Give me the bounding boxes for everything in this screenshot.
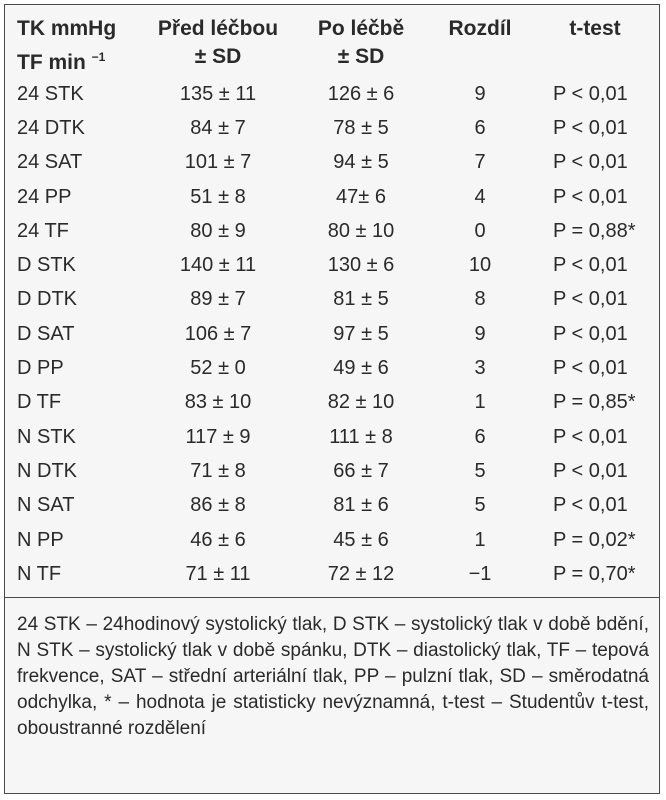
cell-difference: 6 [474,425,486,448]
table-row [5,454,661,488]
cell-ttest: P < 0,01 [553,322,628,345]
cell-after: 49 ± 6 [333,357,389,380]
cell-parameter: N TF [17,562,62,585]
cell-ttest: P < 0,01 [553,425,628,448]
cell-difference: 5 [474,494,486,517]
cell-after: 97 ± 5 [333,322,389,345]
cell-difference: 8 [474,288,486,311]
cell-before: 51 ± 8 [190,185,246,208]
cell-after: 72 ± 12 [327,562,395,585]
cell-parameter: D STK [17,254,76,277]
cell-before: 83 ± 10 [184,391,252,414]
cell-difference: 5 [474,459,486,482]
header-parameter [5,15,145,77]
cell-before: 84 ± 7 [190,116,246,139]
cell-ttest: P = 0,70* [553,562,636,585]
header-parameter-line2: TF min [17,51,86,74]
cell-parameter: 24 SAT [17,151,83,174]
table-row [5,317,661,351]
cell-difference: 10 [468,254,492,277]
cell-parameter: N SAT [17,494,75,517]
cell-difference: 9 [474,322,486,345]
cell-difference: 1 [474,391,486,414]
cell-difference: 3 [474,357,486,380]
cell-after: 81 ± 5 [333,288,389,311]
table-frame [4,4,660,794]
cell-parameter: N DTK [17,459,77,482]
cell-parameter: N STK [17,425,76,448]
header-row [5,15,661,77]
cell-parameter: D DTK [17,288,77,311]
cell-before: 80 ± 9 [190,219,246,242]
cell-difference: 9 [474,82,486,105]
cell-difference: 6 [474,116,486,139]
header-parameter-sup: −1 [91,50,106,64]
table-body [5,77,661,591]
header-parameter-line1: TK mmHg [17,17,117,40]
header-difference: Rozdíl [448,17,512,40]
cell-before: 89 ± 7 [190,288,246,311]
header-after-line2: ± SD [337,45,385,68]
cell-before: 140 ± 11 [179,254,257,277]
cell-parameter: 24 TF [17,219,69,242]
cell-before: 52 ± 0 [190,357,246,380]
cell-before: 71 ± 11 [185,562,251,585]
table-row [5,77,661,111]
cell-parameter: 24 STK [17,82,84,105]
cell-after: 80 ± 10 [327,219,395,242]
table-row [5,214,661,248]
cell-difference: 7 [474,151,486,174]
cell-ttest: P = 0,88* [553,219,636,242]
cell-before: 135 ± 11 [179,82,257,105]
cell-before: 117 ± 9 [185,425,251,448]
table-row [5,523,661,557]
cell-parameter: D SAT [17,322,75,345]
cell-after: 130 ± 6 [327,254,395,277]
table-row [5,283,661,317]
cell-after: 111 ± 8 [329,425,393,448]
results-table [5,15,661,591]
cell-difference: 1 [474,528,486,551]
cell-after: 47± 6 [336,185,386,208]
cell-ttest: P < 0,01 [553,357,628,380]
cell-after: 66 ± 7 [333,459,389,482]
cell-after: 78 ± 5 [333,116,389,139]
cell-ttest: P < 0,01 [553,185,628,208]
cell-before: 101 ± 7 [184,151,252,174]
table-row [5,386,661,420]
cell-before: 46 ± 6 [190,528,246,551]
cell-ttest: P < 0,01 [553,494,628,517]
cell-ttest: P < 0,01 [553,151,628,174]
cell-parameter: D PP [17,357,64,380]
table-row [5,146,661,180]
header-before-line2: ± SD [194,45,242,68]
table-row [5,248,661,282]
cell-ttest: P < 0,01 [553,116,628,139]
header-after-line1: Po léčbě [317,17,405,40]
cell-before: 106 ± 7 [184,322,252,345]
cell-after: 82 ± 10 [327,391,395,414]
cell-ttest: P < 0,01 [553,288,628,311]
table-row [5,420,661,454]
cell-after: 81 ± 6 [333,494,389,517]
cell-after: 45 ± 6 [333,528,389,551]
cell-parameter: 24 PP [17,185,72,208]
table-row [5,111,661,145]
footnote: 24 STK – 24hodinový systolický tlak, D STK – systolický tlak v době bdění, N STK – systolický tlak v době spánku, DTK – diastolický tlak, TF – tepová frekvence, SAT – střední arteriální tlak, PP – pulzní tlak, SD – směrodatná odchylka, * – hodnota je statisticky nevýznamná, t-test – Studentův t-test, oboustranné rozdělení [5,597,659,742]
cell-parameter: 24 DTK [17,116,85,139]
cell-parameter: N PP [17,528,64,551]
cell-difference: 0 [474,219,486,242]
cell-after: 126 ± 6 [327,82,395,105]
header-before [145,15,291,77]
cell-parameter: D TF [17,391,62,414]
table-row [5,557,661,591]
cell-ttest: P < 0,01 [553,82,628,105]
cell-ttest: P < 0,01 [553,254,628,277]
cell-ttest: P = 0,02* [553,528,636,551]
cell-before: 86 ± 8 [190,494,246,517]
header-ttest: t-test [569,17,621,40]
cell-after: 94 ± 5 [333,151,389,174]
table-row [5,351,661,385]
cell-ttest: P < 0,01 [553,459,628,482]
cell-before: 71 ± 8 [190,459,246,482]
table-header [5,15,661,77]
cell-difference: −1 [468,562,492,585]
cell-difference: 4 [474,185,486,208]
header-before-line1: Před léčbou [157,17,279,40]
cell-ttest: P = 0,85* [553,391,636,414]
header-after [291,15,431,77]
table-row [5,489,661,523]
table-row [5,180,661,214]
